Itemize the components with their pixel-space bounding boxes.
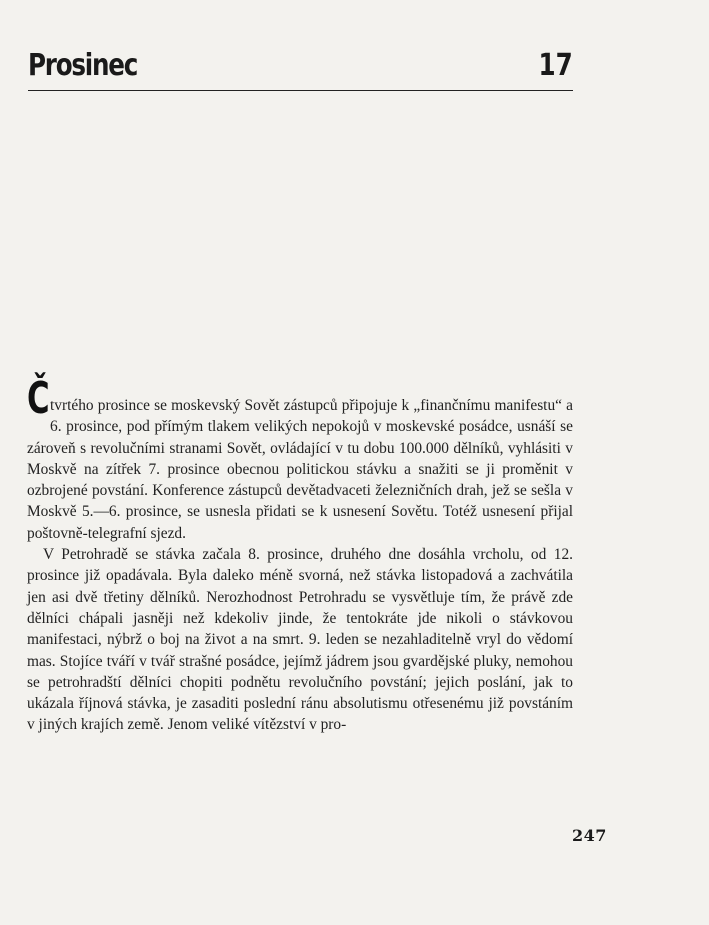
paragraph bbox=[27, 373, 573, 544]
chapter-number: 17 bbox=[538, 48, 573, 83]
paragraph: V Petrohradě se stávka začala 8. prosince, druhého dne dosáhla vrcholu, od 12. prosince již opadávala. Byla daleko méně svorná, než stávka listopadová a zachvátila jen asi dvě třetiny dělníků. Nerozhodnost Petrohradu se vysvětluje tím, že právě zde dělníci chápali jasněji než kdekoliv jinde, že tentokráte jde nikoli o stávkovou manifestaci, nýbrž o boj na život a na smrt. 9. leden se nezahladitelně vryl do vědomí mas. Stojíce tváří v tvář strašné posádce, jejímž jádrem jsou gvardějské pluky, nemohou se petrohradští dělníci chopiti podnětu revolučního povstání; jejich poslání, jak to ukázala říjnová stávka, je zasaditi poslední ránu absolutismu otřesenému již povstáním v jiných krajích země. Jenom veliké vítězství v pro- bbox=[27, 546, 573, 734]
page-header bbox=[28, 44, 573, 91]
drop-cap: Č bbox=[27, 373, 50, 424]
page-number: 247 bbox=[572, 826, 607, 845]
body-text bbox=[27, 373, 573, 736]
paragraph-text: tvrtého prosince se moskevský Sovět zástupců připojuje k „finančnímu manifestu“ a 6. prosince, pod přímým tlakem velikých nepokojů v moskevské posádce, usnáší se zároveň s revolučními stranami Sovět, ovládající v tu dobu 100.000 dělníků, vyhlásiti v Moskvě na zítřek 7. prosince obecnou politickou stávku a snažiti se ji proměnit v ozbrojené povstání. Konference zástupců devětadvaceti železničních drah, jež se sešla v Moskvě 5.—6. prosince, se usnesla přidati se k usnesení Sovětu. Totéž usnesení přijal poštovně-telegrafní sjezd. bbox=[27, 397, 573, 542]
chapter-title: Prosinec bbox=[28, 48, 138, 83]
